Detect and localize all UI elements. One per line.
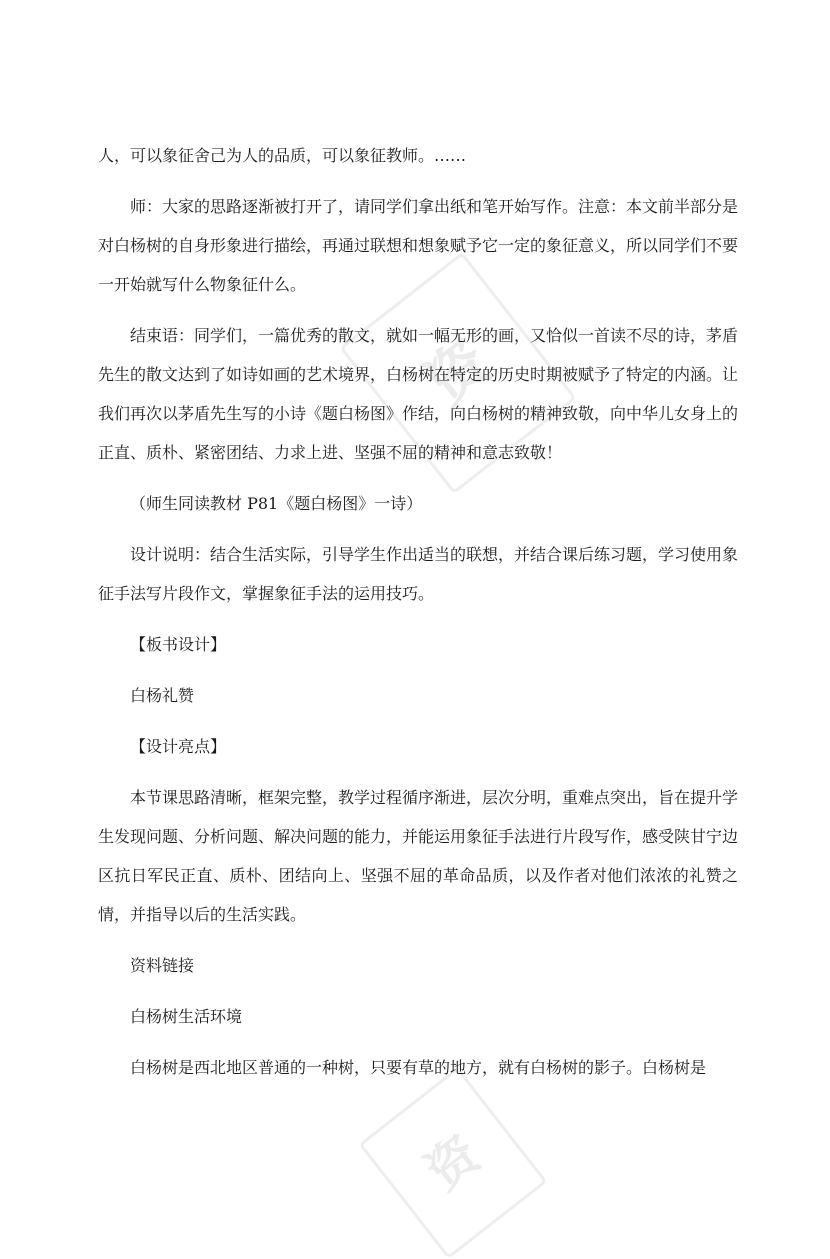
paragraph: 白杨树是西北地区普通的一种树，只要有草的地方，就有白杨树的影子。白杨树是 (130, 1058, 707, 1077)
paragraph: 人，可以象征舍己为人的品质，可以象征教师。…… (98, 146, 467, 165)
paragraph: 设计说明：结合生活实际，引导学生作出适当的联想，并结合课后练习题，学习使用象征手法写片段作文，掌握象征手法的运用技巧。 (98, 545, 739, 603)
paragraph: （师生同读教材 P81《题白杨图》一诗） (130, 494, 423, 513)
document-body (98, 136, 738, 1099)
section-heading: 资料链接 (130, 956, 195, 975)
paragraph: 本节课思路清晰，框架完整，教学过程循序渐进，层次分明，重难点突出，旨在提升学生发现问题、分析问题、解决问题的能力，并能运用象征手法进行片段写作，感受陕甘宁边区抗日军民正直、质朴、团结向上、坚强不屈的革命品质，以及作者对他们浓浓的礼赞之情，并指导以后的生活实践。 (98, 788, 739, 924)
paragraph: 师：大家的思路逐渐被打开了，请同学们拿出纸和笔开始写作。注意：本文前半部分是对白杨树的自身形象进行描绘，再通过联想和想象赋予它一定的象征意义，所以同学们不要一开始就写什么物象征什么。 (98, 197, 739, 294)
watermark-stamp: 资 (358, 1067, 547, 1259)
watermark-stamp: 资 (339, 252, 576, 495)
paragraph: 白杨礼赞 (130, 686, 195, 705)
section-heading: 【设计亮点】 (130, 737, 227, 756)
paragraph: 白杨树生活环境 (130, 1007, 243, 1026)
section-heading: 【板书设计】 (130, 635, 227, 654)
paragraph: 结束语：同学们，一篇优秀的散文，就如一幅无形的画，又恰似一首读不尽的诗，茅盾先生的散文达到了如诗如画的艺术境界，白杨树在特定的历史时期被赋予了特定的内涵。让我们再次以茅盾先生写的小诗《题白杨图》作结，向白杨树的精神致敬，向中华儿女身上的正直、质朴、紧密团结、力求上进、坚强不屈的精神和意志致敬！ (98, 326, 739, 462)
